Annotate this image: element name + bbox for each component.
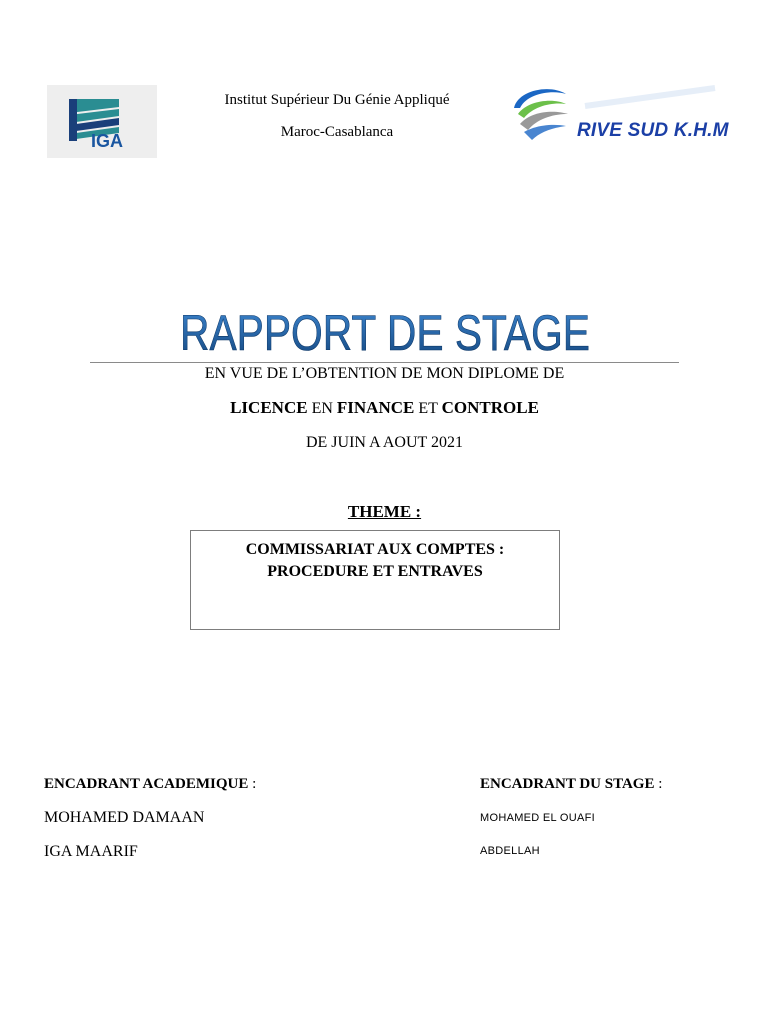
internship-period: DE JUIN A AOUT 2021 xyxy=(305,434,464,451)
iga-logo xyxy=(47,85,157,158)
academic-supervisor-label xyxy=(44,776,256,793)
report-title-text: RAPPORT DE STAGE xyxy=(180,305,590,361)
academic-supervisor-label-text: ENCADRANT ACADEMIQUE xyxy=(44,776,249,792)
degree-licence: LICENCE xyxy=(230,398,308,417)
internship-supervisor-colon: : xyxy=(654,776,663,792)
institute-location: Maroc-Casablanca xyxy=(280,124,394,140)
theme-line-2: PROCEDURE ET ENTRAVES xyxy=(267,563,483,580)
theme-label: THEME : xyxy=(347,502,422,521)
title-divider xyxy=(90,362,679,363)
academic-supervisor-name: MOHAMED DAMAAN xyxy=(44,809,205,826)
report-title xyxy=(170,304,600,360)
rive-sud-logo xyxy=(510,80,729,148)
degree-et: ET xyxy=(418,400,438,417)
rive-sud-logo-text: RIVE SUD K.H.M xyxy=(577,120,729,141)
internship-supervisor-name: MOHAMED EL OUAFI xyxy=(480,812,596,824)
degree-en: EN xyxy=(311,400,333,417)
internship-supervisor-label-text: ENCADRANT DU STAGE xyxy=(480,776,655,792)
obtention-line: EN VUE DE L’OBTENTION DE MON DIPLOME DE xyxy=(204,365,565,382)
academic-supervisor-colon: : xyxy=(248,776,257,792)
theme-box xyxy=(190,530,560,630)
degree-finance: FINANCE xyxy=(336,398,415,417)
institute-name: Institut Supérieur Du Génie Appliqué xyxy=(224,92,450,108)
academic-supervisor-org: IGA MAARIF xyxy=(44,843,138,860)
iga-logo-graphic xyxy=(47,85,157,158)
theme-line-1: COMMISSARIAT AUX COMPTES : xyxy=(245,541,505,558)
theme-text xyxy=(191,539,559,583)
svg-text:IGA: IGA xyxy=(91,131,124,151)
internship-supervisor-label xyxy=(480,776,662,793)
degree-line xyxy=(90,398,679,418)
degree-controle: CONTROLE xyxy=(441,398,539,417)
internship-supervisor-name-2: ABDELLAH xyxy=(480,845,540,857)
